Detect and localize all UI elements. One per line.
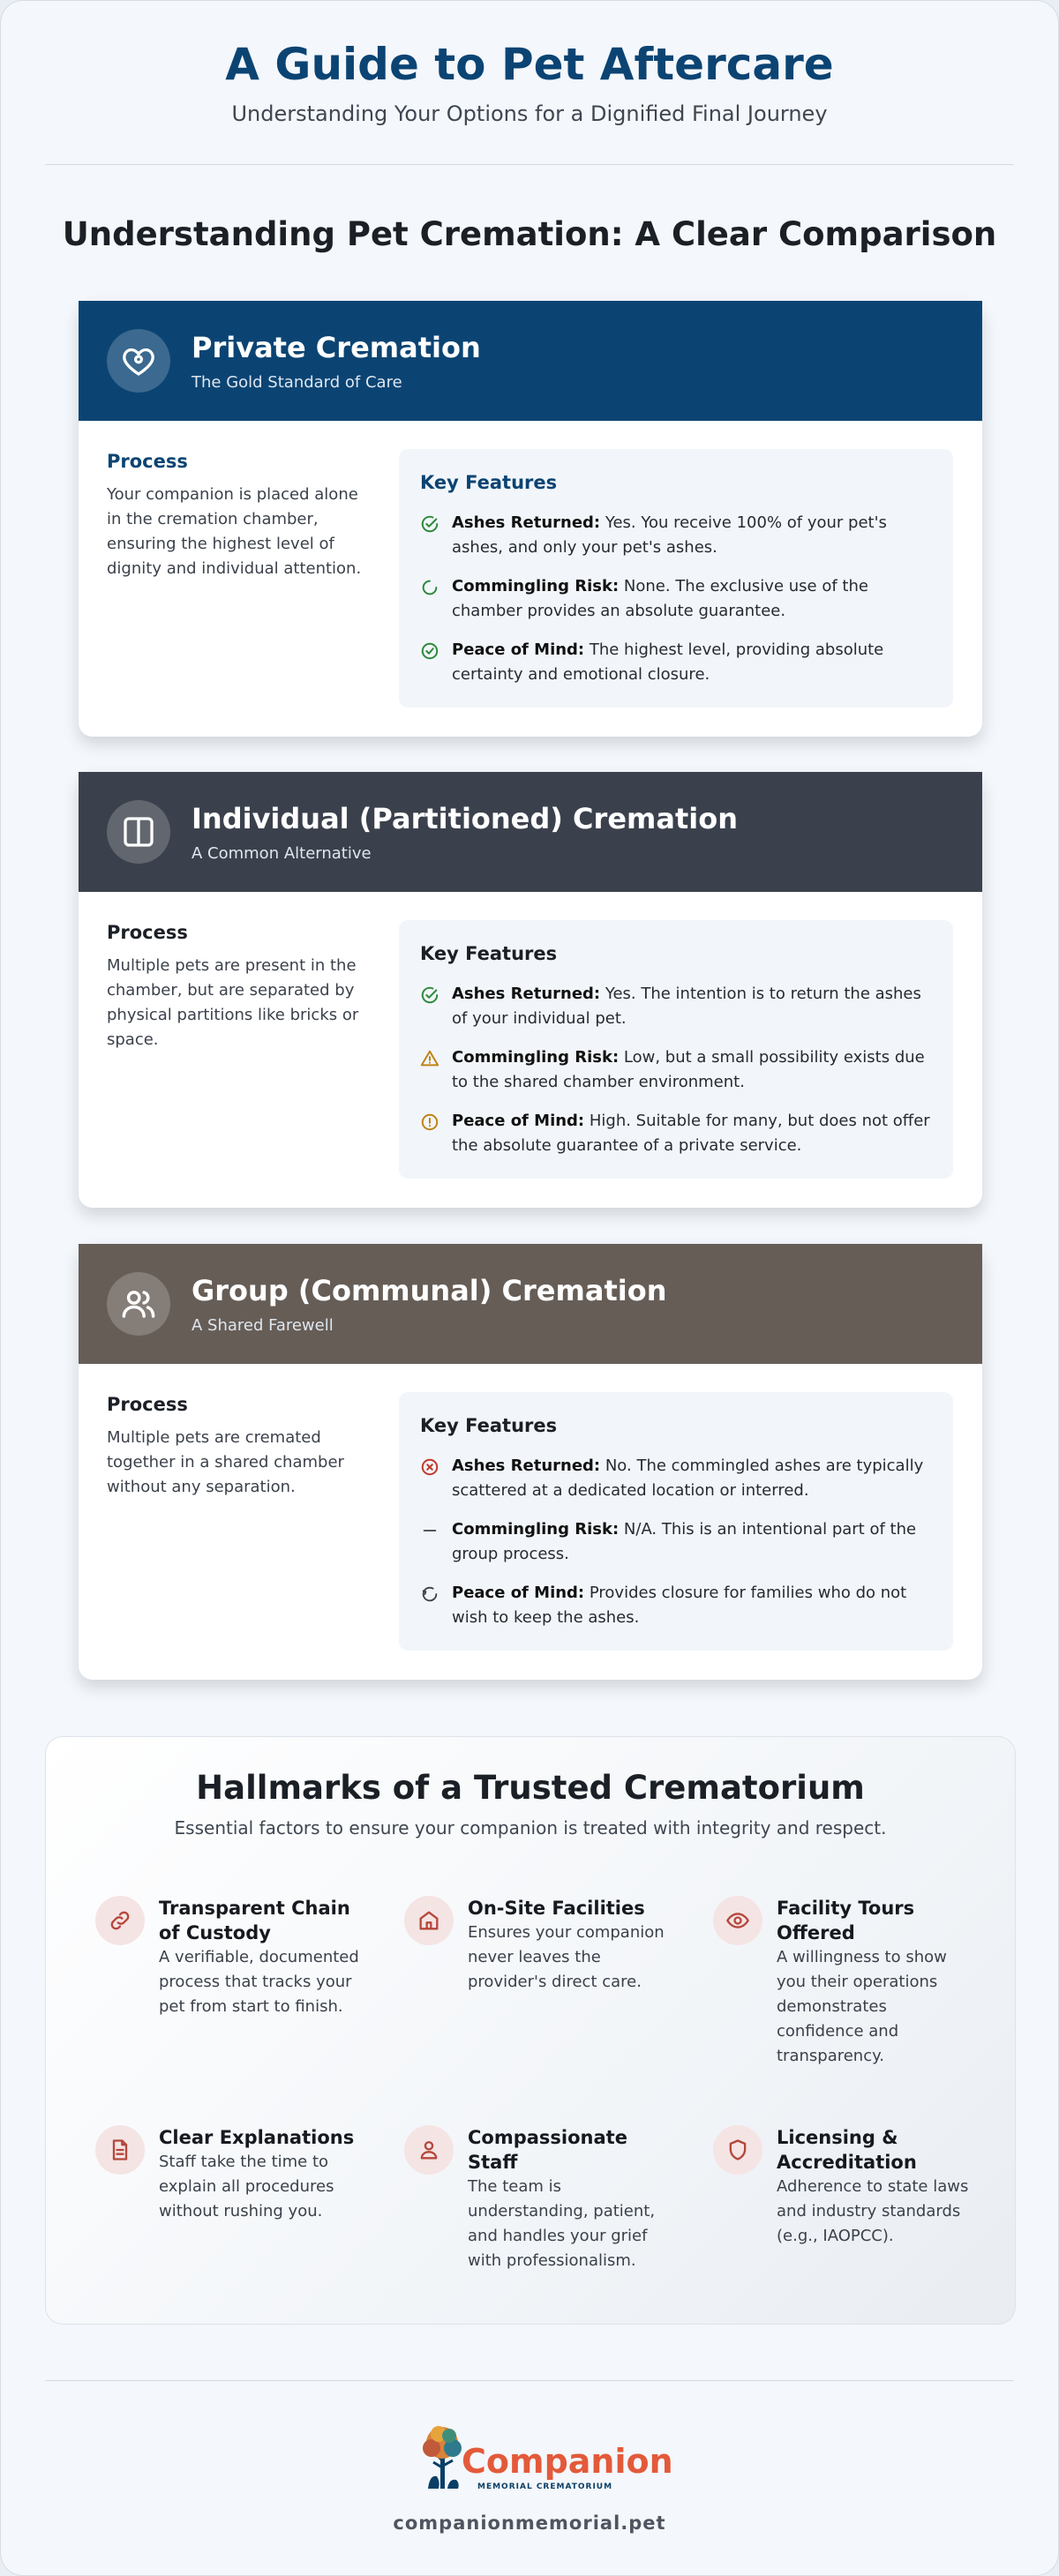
process-text: Your companion is placed alone in the cremation chamber, ensuring the highest level of dignity and individual attention. bbox=[107, 485, 362, 578]
link-icon bbox=[95, 1896, 145, 1945]
feature-text: The highest level, providing absolute certainty and emotional closure. bbox=[452, 640, 884, 684]
footer-divider bbox=[45, 2380, 1014, 2381]
key-features-label: Key Features bbox=[420, 472, 558, 493]
process-label: Process bbox=[107, 1394, 188, 1415]
card-title: Group (Communal) Cremation bbox=[192, 1274, 667, 1307]
feature-text: N/A. This is an intentional part of the group process. bbox=[452, 1520, 917, 1563]
card-subtitle: The Gold Standard of Care bbox=[192, 373, 402, 392]
hallmark-title: Compassionate Staff bbox=[468, 2127, 627, 2173]
hallmark-text: The team is understanding, patient, and handles your grief with professionalism. bbox=[468, 2177, 656, 2270]
feature-label: Commingling Risk: bbox=[452, 577, 620, 595]
header-divider bbox=[45, 164, 1014, 165]
hallmark-text: Staff take the time to explain all procedures without rushing you. bbox=[159, 2153, 334, 2220]
card-subtitle: A Shared Farewell bbox=[192, 1316, 334, 1335]
footer-url[interactable]: companionmemorial.pet bbox=[393, 2512, 666, 2534]
card-group-cremation bbox=[79, 1244, 982, 1680]
eye-icon bbox=[713, 1896, 762, 1945]
key-features bbox=[399, 449, 953, 708]
hallmark-item bbox=[713, 2125, 978, 2249]
hallmark-text: A verifiable, documented process that tracks your pet from start to finish. bbox=[159, 1948, 359, 2016]
users-icon bbox=[107, 1272, 170, 1336]
feature-text: None. The exclusive use of the chamber provides an absolute guarantee. bbox=[452, 577, 868, 620]
card-subtitle: A Common Alternative bbox=[192, 844, 372, 863]
feature-item bbox=[420, 511, 932, 560]
feature-item bbox=[420, 1454, 932, 1503]
check-circle-icon bbox=[420, 514, 439, 534]
hallmark-item bbox=[95, 2125, 360, 2224]
check-circle-icon bbox=[420, 641, 439, 661]
process-text: Multiple pets are cremated together in a shared chamber without any separation. bbox=[107, 1428, 344, 1496]
page-title: A Guide to Pet Aftercare bbox=[225, 39, 834, 90]
hallmark-title: Clear Explanations bbox=[159, 2127, 355, 2148]
hallmark-title: Transparent Chain of Custody bbox=[159, 1898, 350, 1943]
feature-label: Commingling Risk: bbox=[452, 1048, 620, 1067]
process-section bbox=[107, 1394, 372, 1500]
process-section bbox=[107, 451, 372, 581]
feature-item bbox=[420, 638, 932, 687]
hallmarks-section bbox=[45, 1736, 1016, 2325]
hallmarks-subtitle: Essential factors to ensure your companion is treated with integrity and respect. bbox=[174, 1817, 887, 1838]
hallmark-text: A willingness to show you their operations demonstrates confidence and transparency. bbox=[777, 1948, 947, 2065]
feature-label: Ashes Returned: bbox=[452, 513, 601, 532]
feature-text: Yes. You receive 100% of your pet's ashes, and only your pet's ashes. bbox=[452, 513, 887, 557]
home-icon bbox=[404, 1896, 454, 1945]
card-header bbox=[79, 301, 982, 421]
logo-tagline: MEMORIAL CREMATORIUM bbox=[477, 2482, 613, 2491]
key-features bbox=[399, 1392, 953, 1651]
warning-icon bbox=[420, 1049, 439, 1068]
comparison-title: Understanding Pet Cremation: A Clear Comparison bbox=[62, 215, 997, 253]
card-title: Private Cremation bbox=[192, 331, 481, 364]
card-individual-cremation bbox=[79, 772, 982, 1208]
hallmark-item bbox=[404, 1896, 669, 1995]
process-text: Multiple pets are present in the chamber, but are separated by physical partitions like bricks or space. bbox=[107, 956, 359, 1049]
card-header bbox=[79, 1244, 982, 1364]
hallmark-item bbox=[713, 1896, 978, 2069]
feature-label: Peace of Mind: bbox=[452, 640, 585, 659]
feature-item bbox=[420, 574, 932, 624]
key-features bbox=[399, 920, 953, 1179]
refresh-icon bbox=[420, 1584, 439, 1604]
feature-label: Ashes Returned: bbox=[452, 1456, 601, 1475]
card-title: Individual (Partitioned) Cremation bbox=[192, 802, 738, 835]
key-features-label: Key Features bbox=[420, 943, 558, 964]
process-label: Process bbox=[107, 922, 188, 943]
feature-text: Yes. The intention is to return the ashes of your individual pet. bbox=[452, 985, 921, 1028]
alert-circle-icon bbox=[420, 1112, 439, 1132]
feature-text: Low, but a small possibility exists due to the shared chamber environment. bbox=[452, 1048, 925, 1091]
x-circle-icon bbox=[420, 1457, 439, 1477]
logo-name: Companion bbox=[462, 2442, 673, 2481]
feature-item bbox=[420, 1109, 932, 1158]
feature-label: Ashes Returned: bbox=[452, 985, 601, 1003]
hallmark-title: On-Site Facilities bbox=[468, 1898, 645, 1919]
key-features-label: Key Features bbox=[420, 1415, 558, 1436]
hallmark-item bbox=[404, 2125, 669, 2273]
shield-icon bbox=[713, 2125, 762, 2175]
process-label: Process bbox=[107, 451, 188, 472]
page-subtitle: Understanding Your Options for a Dignified Final Journey bbox=[231, 101, 828, 126]
feature-item bbox=[420, 1581, 932, 1630]
process-section bbox=[107, 922, 372, 1052]
document-icon bbox=[95, 2125, 145, 2175]
partition-icon bbox=[107, 800, 170, 864]
staff-icon bbox=[404, 2125, 454, 2175]
feature-text: High. Suitable for many, but does not offer the absolute guarantee of a private service. bbox=[452, 1112, 930, 1155]
feature-label: Peace of Mind: bbox=[452, 1112, 585, 1130]
hallmark-title: Licensing & Accreditation bbox=[777, 2127, 917, 2173]
hallmark-text: Ensures your companion never leaves the provider's direct care. bbox=[468, 1923, 665, 1991]
feature-label: Peace of Mind: bbox=[452, 1584, 585, 1602]
card-private-cremation bbox=[79, 301, 982, 737]
feature-item bbox=[420, 982, 932, 1031]
loader-icon bbox=[420, 578, 439, 597]
heart-icon bbox=[107, 329, 170, 393]
feature-text: No. The commingled ashes are typically scattered at a dedicated location or interred. bbox=[452, 1456, 924, 1500]
card-header bbox=[79, 772, 982, 892]
feature-item bbox=[420, 1045, 932, 1095]
companion-logo bbox=[416, 2418, 673, 2496]
minus-icon bbox=[420, 1521, 439, 1540]
feature-text: Provides closure for families who do not wish to keep the ashes. bbox=[452, 1584, 907, 1627]
feature-label: Commingling Risk: bbox=[452, 1520, 620, 1539]
hallmark-text: Adherence to state laws and industry standards (e.g., IAOPCC). bbox=[777, 2177, 969, 2245]
check-circle-icon bbox=[420, 985, 439, 1005]
page-header bbox=[1, 1, 1058, 126]
hallmarks-title: Hallmarks of a Trusted Crematorium bbox=[196, 1769, 865, 1807]
hallmark-item bbox=[95, 1896, 360, 2019]
hallmark-title: Facility Tours Offered bbox=[777, 1898, 915, 1943]
feature-item bbox=[420, 1517, 932, 1567]
